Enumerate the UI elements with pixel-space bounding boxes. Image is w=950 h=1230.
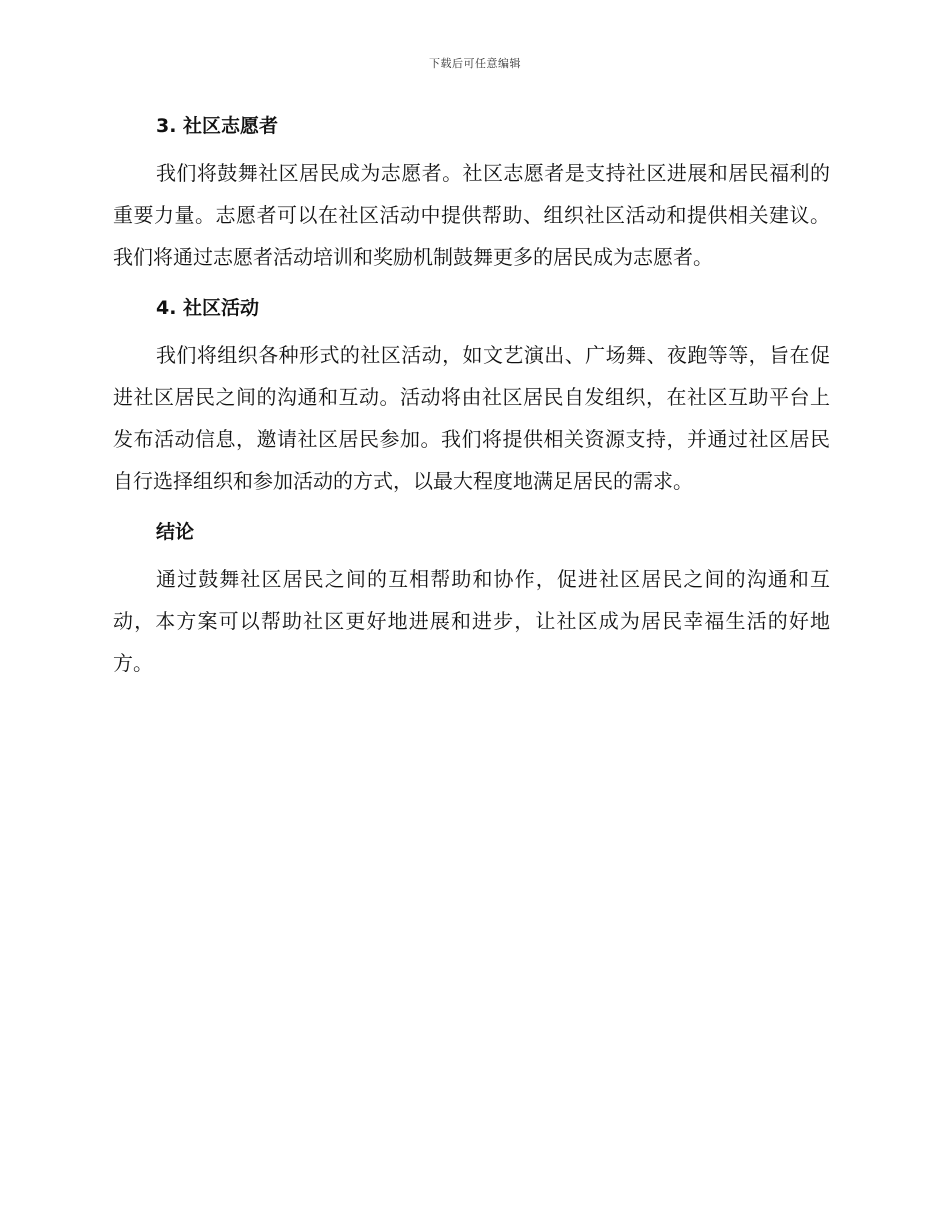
section-paragraph-activities: 我们将组织各种形式的社区活动，如文艺演出、广场舞、夜跑等等，旨在促进社区居民之间的沟通和互动。活动将由社区居民自发组织，在社区互助平台上发布活动信息，邀请社区居民参加。我们将提供相关资源支持，并通过社区居民自行选择组织和参加活动的方式，以最大程度地满足居民的需求。 xyxy=(113,343,830,493)
section-heading-activities: 4. 社区活动 xyxy=(156,297,260,319)
section-paragraph-volunteers: 我们将鼓舞社区居民成为志愿者。社区志愿者是支持社区进展和居民福利的重要力量。志愿者可以在社区活动中提供帮助、组织社区活动和提供相关建议。我们将通过志愿者活动培训和奖励机制鼓舞更多的居民成为志愿者。 xyxy=(113,161,830,269)
section-heading-volunteers: 3. 社区志愿者 xyxy=(156,115,279,137)
document-body xyxy=(113,110,830,684)
page-header: 下载后可任意编辑 xyxy=(429,57,521,70)
section-heading-conclusion: 结论 xyxy=(156,521,195,543)
section-paragraph-conclusion: 通过鼓舞社区居民之间的互相帮助和协作，促进社区居民之间的沟通和互动，本方案可以帮助社区更好地进展和进步，让社区成为居民幸福生活的好地方。 xyxy=(113,567,830,675)
